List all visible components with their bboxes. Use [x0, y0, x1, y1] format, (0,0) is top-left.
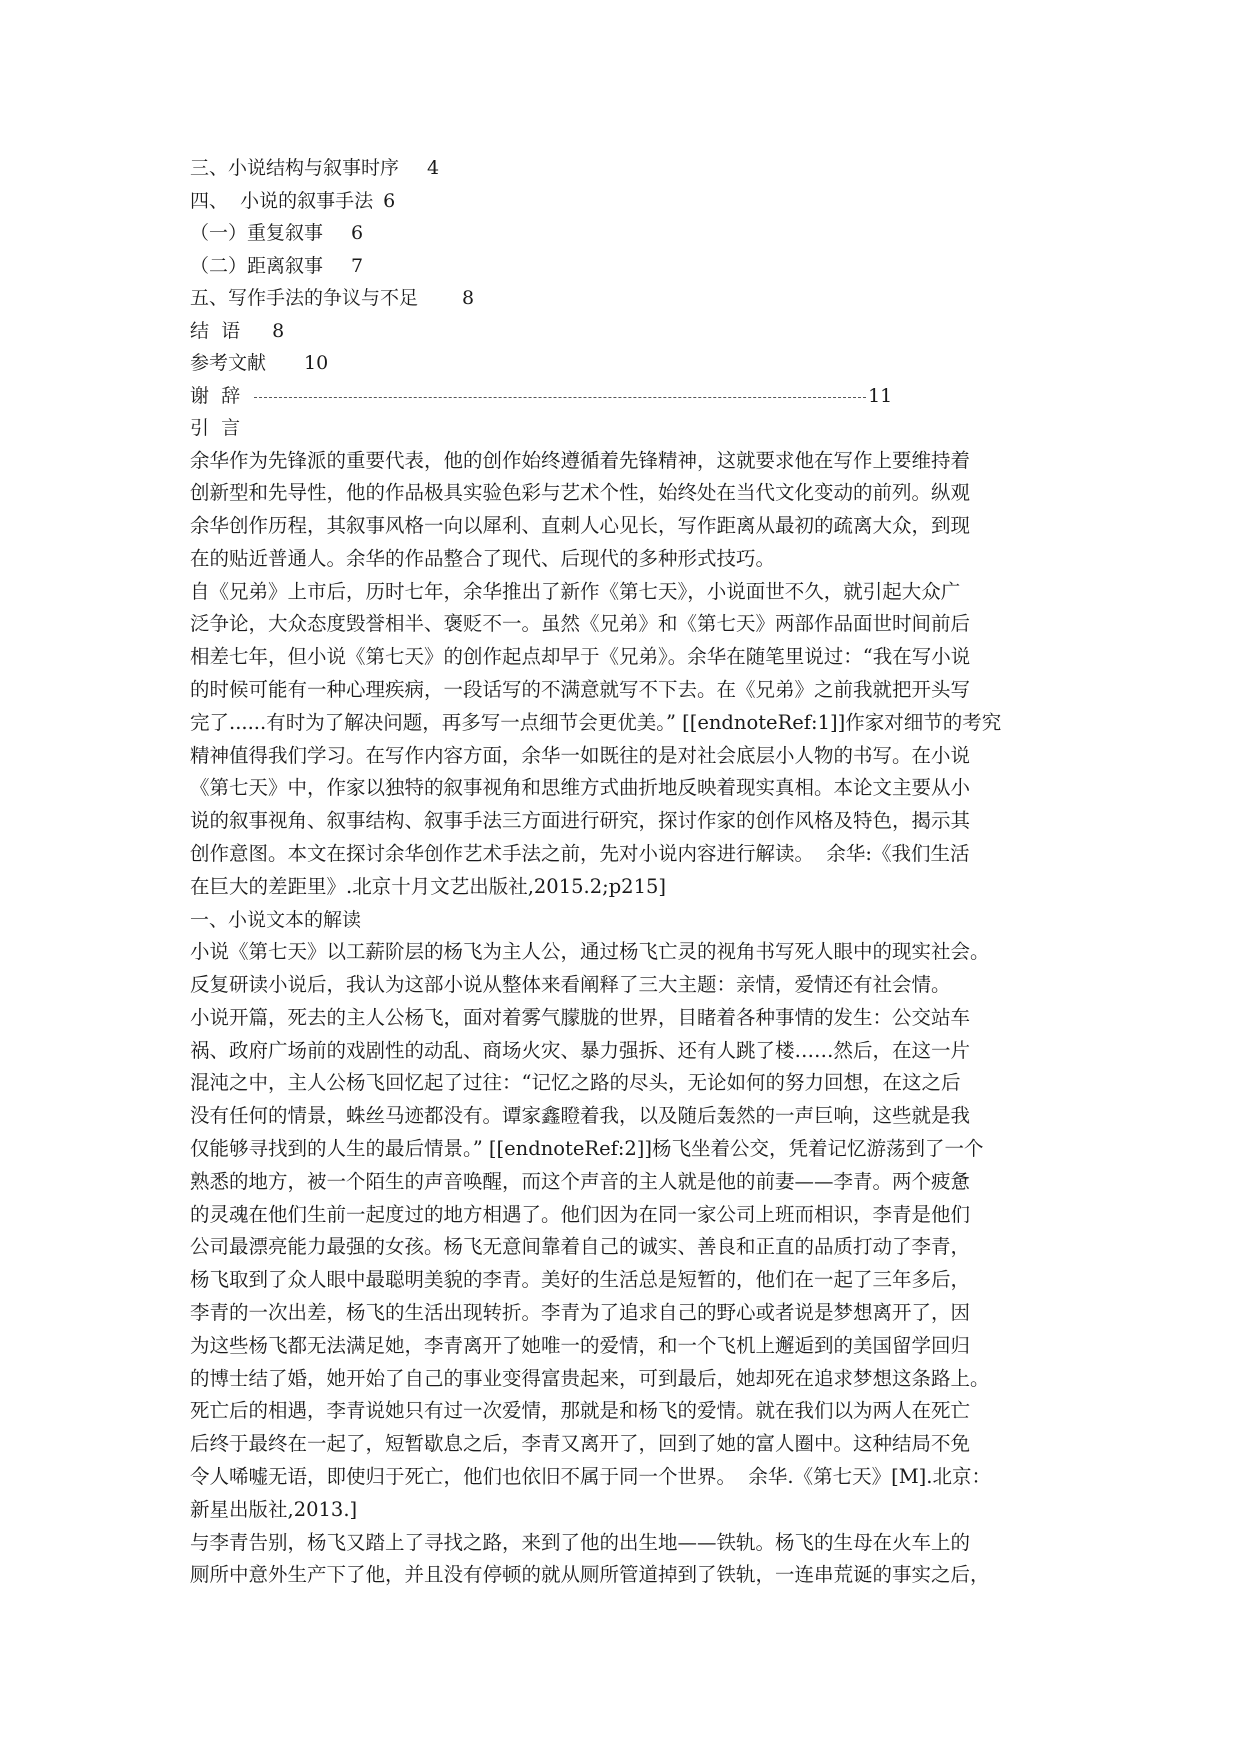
toc-item-page: 10 [304, 352, 329, 374]
toc-item[interactable] [190, 250, 1080, 283]
toc-item-label: 参考文献 [190, 352, 267, 374]
text-line: 余华创作历程，其叙事风格一向以犀利、直刺人心见长，写作距离从最初的疏离大众，到现 [190, 514, 971, 538]
toc-item-page: 8 [272, 319, 285, 342]
text-line: 公司最漂亮能力最强的女孩。杨飞无意间靠着自己的诚实、善良和正直的品质打动了李青， [190, 1235, 971, 1259]
text-line: 在的贴近普通人。余华的作品整合了现代、后现代的多种形式技巧。 [190, 546, 776, 570]
intro-paragraph-2 [190, 576, 1080, 904]
toc-item-label: （二）距离叙事 [190, 254, 324, 277]
text-line: 李青的一次出差，杨飞的生活出现转折。李青为了追求自己的野心或者说是梦想离开了，因 [190, 1300, 971, 1324]
text-line: 混沌之中，主人公杨飞回忆起了过往：“记忆之路的尽头，无论如何的努力回想，在这之后 [190, 1071, 961, 1095]
text-line: 祸、政府广场前的戏剧性的动乱、商场火灾、暴力强拆、还有人跳了楼……然后，在这一片 [190, 1038, 971, 1062]
intro-paragraph-1 [190, 445, 1080, 576]
text-line: 杨飞取到了众人眼中最聪明美貌的李青。美好的生活总是短暂的，他们在一起了三年多后， [190, 1268, 971, 1292]
text-line: 相差七年，但小说《第七天》的创作起点却早于《兄弟》。余华在随笔里说过：“我在写小说 [190, 645, 971, 669]
text-line: 自《兄弟》上市后，历时七年，余华推出了新作《第七天》，小说面世不久，就引起大众广 [190, 579, 961, 603]
toc-item[interactable] [190, 347, 1080, 380]
toc-item-page: 8 [462, 287, 475, 309]
toc-item-page: 6 [383, 189, 396, 212]
text-line: 没有任何的情景，蛛丝马迹都没有。谭家鑫瞪着我，以及随后轰然的一声巨响，这些就是我 [190, 1104, 971, 1128]
text-line: 仅能够寻找到的人生的最后情景。” [[endnoteRef:2]]杨飞坐着公交，凭着记忆游荡到了一个 [190, 1136, 984, 1160]
text-line: 《第七天》中，作家以独特的叙事视角和思维方式曲折地反映着现实真相。本论文主要从小 [190, 776, 971, 800]
text-line: 小说《第七天》以工薪阶层的杨飞为主人公，通过杨飞亡灵的视角书写死人眼中的现实社会。 [190, 940, 990, 964]
toc-item-page: 6 [351, 222, 364, 244]
text-line: 与李青告别，杨飞又踏上了寻找之路，来到了他的出生地——铁轨。杨飞的生母在火车上的 [190, 1530, 971, 1554]
section-1-paragraph-3 [190, 1527, 1080, 1593]
text-line: 为这些杨飞都无法满足她，李青离开了她唯一的爱情，和一个飞机上邂逅到的美国留学回归 [190, 1333, 971, 1357]
document-page [190, 152, 1080, 1592]
toc-item-page: 11 [868, 384, 893, 407]
section-1-paragraph-2 [190, 1002, 1080, 1527]
text-line: 反复研读小说后，我认为这部小说从整体来看阐释了三大主题：亲情，爱情还有社会情。 [190, 972, 951, 996]
toc-item-label: 五、写作手法的争议与不足 [190, 287, 419, 309]
toc-item-label: 四、 小说的叙事手法 [190, 189, 374, 212]
toc-item-page: 4 [427, 157, 440, 179]
text-line: 在巨大的差距里》.北京十月文艺出版社,2015.2;p215] [190, 874, 667, 898]
toc-item-page: 7 [351, 254, 364, 277]
text-line: 后终于最终在一起了，短暂歇息之后，李青又离开了，回到了她的富人圈中。这种结局不免 [190, 1432, 971, 1456]
text-line: 的时候可能有一种心理疾病，一段话写的不满意就写不下去。在《兄弟》之前我就把开头写 [190, 678, 971, 702]
text-line: 精神值得我们学习。在写作内容方面，余华一如既往的是对社会底层小人物的书写。在小说 [190, 743, 971, 767]
toc-item[interactable] [190, 282, 1080, 315]
toc-item-label: 谢 辞 [190, 384, 241, 407]
text-line: 新星出版社,2013.] [190, 1497, 358, 1521]
toc-item[interactable] [190, 152, 1080, 185]
toc-item-label: 结 语 [190, 319, 241, 342]
text-line: 创作意图。本文在探讨余华创作艺术手法之前，先对小说内容进行解读。 余华:《我们生活 [190, 842, 970, 866]
text-line: 的博士结了婚，她开始了自己的事业变得富贵起来，可到最后，她却死在追求梦想这条路上。 [190, 1366, 990, 1390]
toc-item[interactable] [190, 217, 1080, 250]
toc-item[interactable] [190, 315, 1080, 348]
toc-item-label: （一）重复叙事 [190, 222, 324, 244]
text-line: 厕所中意外生产下了他，并且没有停顿的就从厕所管道掉到了铁轨，一连串荒诞的事实之后， [190, 1563, 990, 1587]
text-line: 令人唏嘘无语，即使归于死亡，他们也依旧不属于同一个世界。 余华.《第七天》[M].北京： [190, 1464, 991, 1488]
section-1-paragraph-1 [190, 936, 1080, 1002]
toc-leader-dots [254, 396, 866, 398]
text-line: 小说开篇，死去的主人公杨飞，面对着雾气朦胧的世界，目睹着各种事情的发生：公交站车 [190, 1005, 971, 1029]
toc-item[interactable] [190, 185, 1080, 218]
toc-item[interactable] [190, 380, 1080, 413]
text-line: 死亡后的相遇，李青说她只有过一次爱情，那就是和杨飞的爱情。就在我们以为两人在死亡 [190, 1399, 971, 1423]
text-line: 说的叙事视角、叙事结构、叙事手法三方面进行研究，探讨作家的创作风格及特色，揭示其 [190, 809, 971, 833]
section-1-heading: 一、小说文本的解读 [190, 908, 362, 931]
text-line: 完了......有时为了解决问题，再多写一点细节会更优美。” [[endnoteRef:1]]作家对细节的考究 [190, 710, 1002, 734]
toc-item-label: 三、小说结构与叙事时序 [190, 157, 400, 179]
text-line: 的灵魂在他们生前一起度过的地方相遇了。他们因为在同一家公司上班而相识，李青是他们 [190, 1202, 971, 1226]
text-line: 余华作为先锋派的重要代表，他的创作始终遵循着先锋精神，这就要求他在写作上要维持着 [190, 448, 971, 472]
text-line: 熟悉的地方，被一个陌生的声音唤醒，而这个声音的主人就是他的前妻——李青。两个疲惫 [190, 1169, 971, 1193]
text-line: 泛争论，大众态度毁誉相半、褒贬不一。虽然《兄弟》和《第七天》两部作品面世时间前后 [190, 612, 971, 636]
text-line: 创新型和先导性，他的作品极具实验色彩与艺术个性，始终处在当代文化变动的前列。纵观 [190, 481, 971, 505]
intro-heading: 引 言 [190, 417, 241, 439]
table-of-contents [190, 152, 1080, 412]
